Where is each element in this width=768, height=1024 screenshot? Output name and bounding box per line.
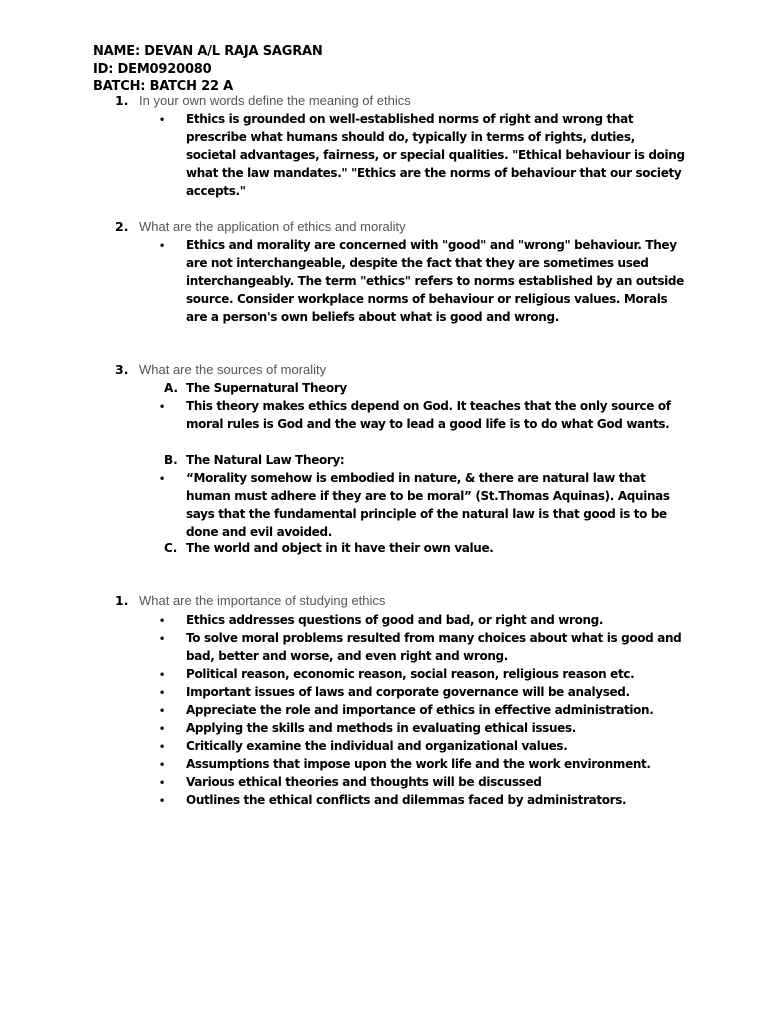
bullet-icon: • bbox=[160, 613, 165, 627]
question-1 bbox=[115, 92, 411, 110]
list-item: Critically examine the individual and organizational values. bbox=[186, 739, 568, 753]
list-item: Assumptions that impose upon the work life and the work environment. bbox=[186, 757, 651, 771]
list-item: To solve moral problems resulted from many choices about what is good and bad, better and worse, and even right and wrong. bbox=[186, 631, 682, 663]
list-item: Political reason, economic reason, social reason, religious reason etc. bbox=[186, 667, 635, 681]
bullet-icon: • bbox=[160, 399, 165, 413]
bullet-icon: • bbox=[160, 667, 165, 681]
question-number: 1. bbox=[115, 93, 129, 108]
student-name: NAME: DEVAN A/L RAJA SAGRAN bbox=[93, 44, 323, 59]
answer-1: Ethics is grounded on well-established norms of right and wrong that prescribe what humans should do, typically in terms of rights, duties, societal advantages, fairness, or special qualities. "Ethical behaviour is doing what the law mandates." "Ethics are the norms of behaviour that our society accepts." bbox=[186, 112, 685, 198]
subheading-label-a: A. bbox=[164, 381, 179, 395]
subheading-natural-law-theory: The Natural Law Theory: bbox=[186, 453, 345, 467]
question-text: What are the application of ethics and morality bbox=[139, 219, 406, 234]
student-id: ID: DEM0920080 bbox=[93, 62, 212, 77]
list-item: Outlines the ethical conflicts and dilemmas faced by administrators. bbox=[186, 793, 627, 807]
question-3 bbox=[115, 361, 326, 379]
subheading-world-value: The world and object in it have their own value. bbox=[186, 541, 494, 555]
question-2 bbox=[115, 218, 406, 236]
bullet-icon: • bbox=[160, 238, 165, 252]
natural-law-theory-text: “Morality somehow is embodied in nature, & there are natural law that human must adhere if they are to be moral” (St.Thomas Aquinas). Aquinas says that the fundamental principle of the natural law is that good is to be done and evil avoided. bbox=[186, 471, 670, 539]
question-number: 2. bbox=[115, 219, 129, 234]
answer-2: Ethics and morality are concerned with "good" and "wrong" behaviour. They are not interchangeable, despite the fact that they are sometimes used interchangeably. The term "ethics" refers to norms established by an outside source. Consider workplace norms of behaviour or religious values. Morals are a person's own beliefs about what is good and wrong. bbox=[186, 238, 684, 324]
bullet-icon: • bbox=[160, 471, 165, 485]
list-item: Appreciate the role and importance of ethics in effective administration. bbox=[186, 703, 654, 717]
batch: BATCH: BATCH 22 A bbox=[93, 79, 234, 94]
bullet-icon: • bbox=[160, 112, 165, 126]
question-text: What are the importance of studying ethics bbox=[139, 593, 386, 608]
question-number: 1. bbox=[115, 593, 129, 608]
subheading-supernatural-theory: The Supernatural Theory bbox=[186, 381, 347, 395]
list-item: Important issues of laws and corporate governance will be analysed. bbox=[186, 685, 630, 699]
supernatural-theory-text: This theory makes ethics depend on God. It teaches that the only source of moral rules is God and the way to lead a good life is to do what God wants. bbox=[186, 399, 671, 431]
list-item: Various ethical theories and thoughts will be discussed bbox=[186, 775, 542, 789]
bullet-icon: • bbox=[160, 793, 165, 807]
bullet-icon: • bbox=[160, 757, 165, 771]
question-text: What are the sources of morality bbox=[139, 362, 327, 377]
bullet-icon: • bbox=[160, 721, 165, 735]
list-item: Ethics addresses questions of good and bad, or right and wrong. bbox=[186, 613, 604, 627]
bullet-icon: • bbox=[160, 739, 165, 753]
bullet-icon: • bbox=[160, 775, 165, 789]
question-text: In your own words define the meaning of ethics bbox=[139, 93, 411, 108]
bullet-icon: • bbox=[160, 631, 165, 645]
subheading-label-c: C. bbox=[164, 541, 178, 555]
list-item: Applying the skills and methods in evaluating ethical issues. bbox=[186, 721, 576, 735]
bullet-icon: • bbox=[160, 685, 165, 699]
bullet-icon: • bbox=[160, 703, 165, 717]
subheading-label-b: B. bbox=[164, 453, 178, 467]
question-4 bbox=[115, 592, 385, 610]
question-number: 3. bbox=[115, 362, 129, 377]
